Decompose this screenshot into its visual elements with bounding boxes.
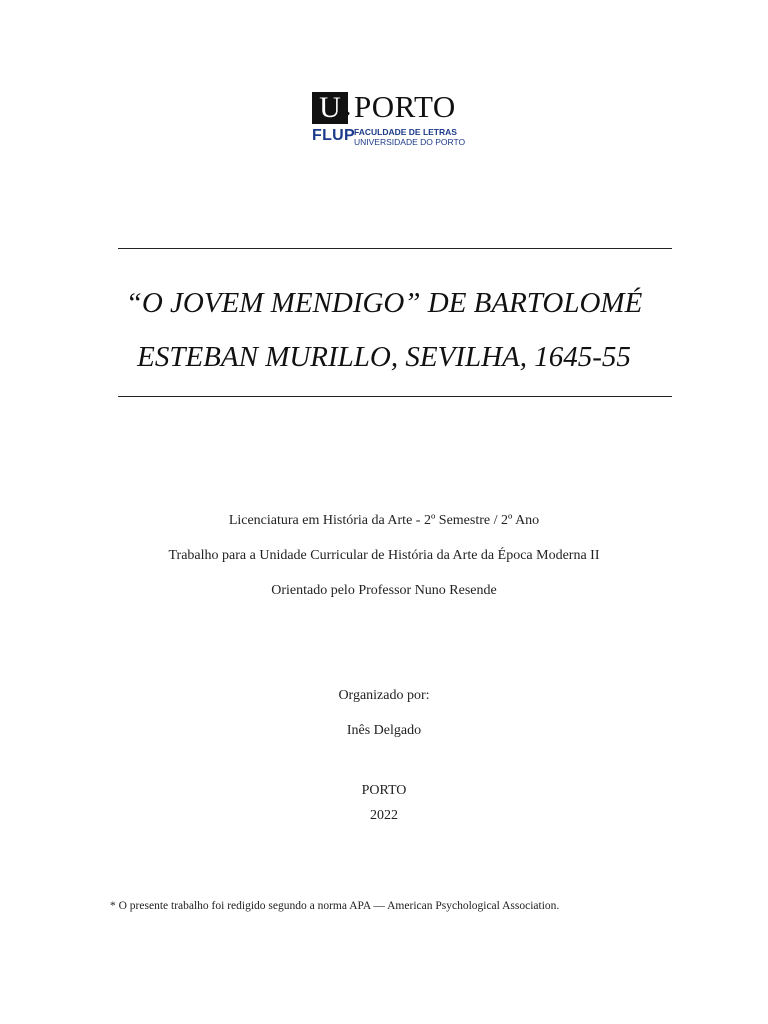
logo-university-text: UNIVERSIDADE DO PORTO (354, 137, 466, 147)
year-text: 2022 (370, 808, 398, 823)
degree-line: Licenciatura em História da Arte - 2º Semestre / 2º Ano (228, 513, 540, 528)
logo-porto-text: PORTO (354, 89, 456, 124)
course-line: Trabalho para a Unidade Curricular de História da Arte da Época Moderna II (168, 548, 600, 563)
title-top-rule (118, 248, 672, 249)
advisor-line: Orientado pelo Professor Nuno Resende (271, 583, 497, 598)
logo-dot: . (344, 89, 352, 122)
title-line-2: ESTEBAN MURILLO, SEVILHA, 1645-55 (137, 341, 631, 373)
logo-faculty-text: FACULDADE DE LETRAS (354, 127, 457, 137)
footnote: * O presente trabalho foi redigido segundo a norma APA — American Psychological Association. (110, 900, 560, 912)
place-text: PORTO (361, 783, 407, 798)
title-bottom-rule (118, 396, 672, 397)
organized-by-label: Organizado por: (338, 688, 430, 703)
university-logo (312, 90, 512, 150)
logo-flup-text: FLUP (312, 127, 355, 144)
title-line-1: “O JOVEM MENDIGO” DE BARTOLOMÉ (125, 287, 643, 319)
author-name: Inês Delgado (346, 723, 422, 738)
logo-u-box: U (312, 92, 348, 124)
document-title (60, 276, 708, 384)
